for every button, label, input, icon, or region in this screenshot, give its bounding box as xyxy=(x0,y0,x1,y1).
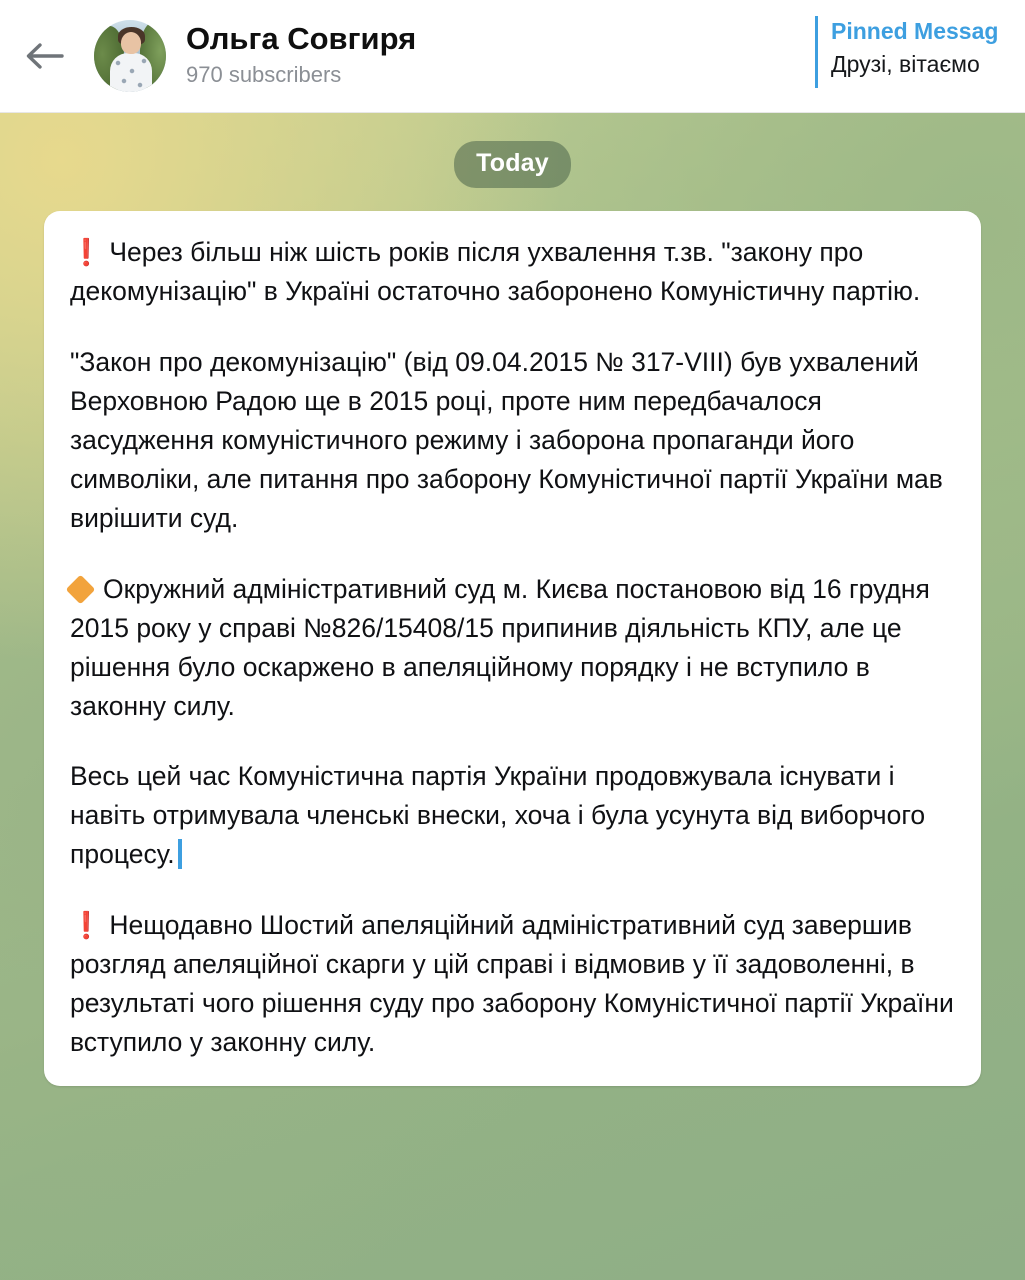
message-paragraph xyxy=(70,570,955,726)
pinned-message-banner[interactable] xyxy=(815,16,1025,88)
paragraph-text: Весь цей час Комуністична партія України продовжувала існувати і навіть отримувала членські внески, хоча і була усунута від виборчого процесу. xyxy=(70,761,926,870)
orange-diamond-emoji xyxy=(66,574,96,604)
message-paragraph xyxy=(70,757,955,874)
page-title: Ольга Совгиря xyxy=(186,21,417,57)
date-divider xyxy=(0,113,1025,188)
paragraph-text: Нещодавно Шостий апеляційний адміністративний суд завершив розгляд апеляційної скарги у цій справі і відмовив у її задоволенні, в результаті чого рішення суду про заборону Комуністичної партії України вступило у законну силу. xyxy=(70,910,954,1058)
message-paragraph xyxy=(70,906,955,1062)
date-badge: Today xyxy=(454,141,571,188)
message-bubble[interactable] xyxy=(44,211,981,1086)
chat-scroll-area[interactable] xyxy=(0,113,1025,1280)
paragraph-text: Через більш ніж шість років після ухвалення т.зв. "закону про декомунізацію" в Україні остаточно заборонено Комуністичну партію. xyxy=(70,237,921,306)
paragraph-text: Окружний адміністративний суд м. Києва постановою від 16 грудня 2015 року у справі №826/15408/15 припинив діяльність КПУ, але це рішення було оскаржено в апеляційному порядку і не вступило в законну силу. xyxy=(70,573,930,721)
back-arrow-icon[interactable] xyxy=(10,21,80,91)
exclamation-mark-emoji: ❗ xyxy=(70,910,103,941)
pinned-message-label: Pinned Messag xyxy=(831,18,999,44)
message-paragraph xyxy=(70,343,955,538)
exclamation-mark-emoji: ❗ xyxy=(70,237,103,267)
chat-header xyxy=(0,0,1025,113)
message-paragraph xyxy=(70,233,955,311)
subscriber-count: 970 subscribers xyxy=(186,61,342,87)
text-cursor xyxy=(178,839,182,869)
paragraph-text: "Закон про декомунізацію" (від 09.04.2015 № 317-VIII) був ухвалений Верховною Радою ще в 2015 році, проте ним передбачалося засудження комуністичного режиму і заборона пропаганди його символіки, але питання про заборону Комуністичної партії України мав вирішити суд. xyxy=(70,346,943,533)
pinned-message-preview: Друзі, вітаємо xyxy=(831,51,980,78)
chat-title-block[interactable] xyxy=(186,21,416,90)
avatar[interactable] xyxy=(94,20,166,92)
